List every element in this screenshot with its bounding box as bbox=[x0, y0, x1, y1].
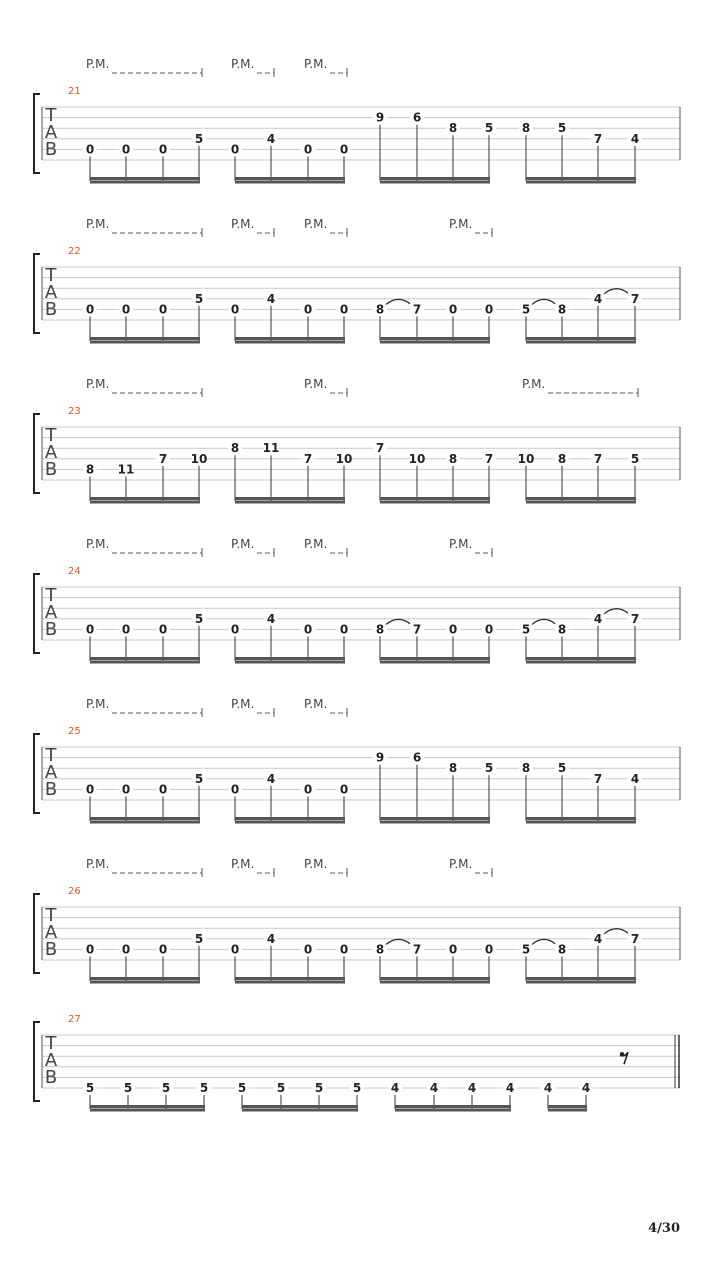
fret-number: 7 bbox=[593, 451, 603, 466]
system-bracket bbox=[34, 1022, 40, 1101]
fret-number: 4 bbox=[593, 931, 603, 946]
staff-system bbox=[34, 57, 680, 184]
fret-number: 5 bbox=[194, 931, 204, 946]
beam-primary bbox=[90, 177, 200, 180]
fret-number: 0 bbox=[484, 302, 494, 317]
fret-number: 5 bbox=[161, 1081, 171, 1095]
fret-number: 5 bbox=[352, 1081, 362, 1095]
fret-number: 4 bbox=[630, 131, 640, 146]
fret-number: 8 bbox=[557, 942, 567, 957]
fret-number: 4 bbox=[593, 291, 603, 306]
tab-clef-letter: B bbox=[44, 299, 58, 320]
beam-secondary bbox=[380, 501, 490, 504]
fret-number: 0 bbox=[121, 942, 131, 957]
beam-primary bbox=[380, 177, 490, 180]
fret-number: 4 bbox=[467, 1081, 477, 1095]
staff-system bbox=[34, 1014, 680, 1112]
beam-secondary bbox=[380, 181, 490, 184]
fret-number: 6 bbox=[412, 110, 422, 125]
fret-number: 11 bbox=[262, 441, 280, 456]
beam-secondary bbox=[380, 341, 490, 344]
fret-number: 0 bbox=[121, 302, 131, 317]
fret-number: 7 bbox=[630, 291, 640, 306]
beam-primary bbox=[526, 817, 636, 820]
palm-mute-label: P.M. bbox=[449, 857, 473, 871]
fret-number: 0 bbox=[230, 142, 240, 157]
tab-clef-letter: B bbox=[44, 459, 58, 480]
fret-number: 5 bbox=[314, 1081, 324, 1095]
fret-number: 8 bbox=[375, 302, 385, 317]
tab-clef-letter: T bbox=[45, 905, 57, 926]
fret-number: 0 bbox=[158, 142, 168, 157]
fret-number: 10 bbox=[190, 451, 208, 466]
fret-number: 5 bbox=[123, 1081, 133, 1095]
measure-number: 24 bbox=[68, 566, 81, 577]
fret-number: 0 bbox=[339, 942, 349, 957]
beam-primary bbox=[90, 977, 200, 980]
beam-primary bbox=[380, 817, 490, 820]
staff-system bbox=[34, 857, 680, 984]
beam-secondary bbox=[380, 981, 490, 984]
beam-secondary bbox=[526, 981, 636, 984]
tab-clef-letter: A bbox=[44, 442, 58, 463]
measure-number: 21 bbox=[68, 86, 81, 97]
fret-number: 0 bbox=[484, 942, 494, 957]
beam-primary bbox=[242, 1105, 358, 1108]
fret-number: 4 bbox=[390, 1081, 400, 1095]
palm-mute-label: P.M. bbox=[231, 217, 255, 231]
staff-system bbox=[34, 217, 680, 344]
fret-number: 11 bbox=[117, 462, 135, 477]
fret-number: 7 bbox=[593, 131, 603, 146]
fret-number: 5 bbox=[557, 121, 567, 136]
beam-secondary bbox=[235, 981, 345, 984]
fret-number: 7 bbox=[412, 622, 422, 637]
fret-number: 4 bbox=[429, 1081, 439, 1095]
fret-number: 0 bbox=[121, 782, 131, 797]
fret-number: 8 bbox=[230, 441, 240, 456]
beam-secondary bbox=[548, 1109, 587, 1112]
palm-mute-label: P.M. bbox=[304, 697, 328, 711]
fret-number: 5 bbox=[557, 761, 567, 776]
tab-clef-letter: B bbox=[44, 939, 58, 960]
tab-clef-letter: A bbox=[44, 762, 58, 783]
beam-primary bbox=[90, 497, 200, 500]
beam-primary bbox=[235, 177, 345, 180]
fret-number: 0 bbox=[230, 622, 240, 637]
palm-mute-label: P.M. bbox=[304, 57, 328, 71]
fret-number: 0 bbox=[303, 302, 313, 317]
beam-primary bbox=[380, 337, 490, 340]
fret-number: 8 bbox=[557, 451, 567, 466]
fret-number: 7 bbox=[412, 942, 422, 957]
fret-number: 8 bbox=[557, 622, 567, 637]
fret-number: 8 bbox=[375, 942, 385, 957]
fret-number: 5 bbox=[194, 611, 204, 626]
beam-secondary bbox=[242, 1109, 358, 1112]
beam-primary bbox=[235, 337, 345, 340]
palm-mute-label: P.M. bbox=[449, 537, 473, 551]
fret-number: 9 bbox=[375, 110, 385, 125]
slur bbox=[532, 939, 556, 944]
fret-number: 10 bbox=[335, 451, 353, 466]
fret-number: 7 bbox=[630, 931, 640, 946]
beam-secondary bbox=[90, 1109, 205, 1112]
beam-primary bbox=[548, 1105, 587, 1108]
fret-number: 5 bbox=[521, 302, 531, 317]
fret-number: 0 bbox=[303, 622, 313, 637]
fret-number: 5 bbox=[276, 1081, 286, 1095]
fret-number: 5 bbox=[194, 291, 204, 306]
tab-clef-letter: A bbox=[44, 1050, 58, 1071]
beam-secondary bbox=[90, 341, 200, 344]
beam-primary bbox=[526, 177, 636, 180]
slur bbox=[386, 619, 411, 624]
fret-number: 7 bbox=[630, 611, 640, 626]
fret-number: 0 bbox=[303, 942, 313, 957]
fret-number: 10 bbox=[408, 451, 426, 466]
beam-primary bbox=[235, 657, 345, 660]
beam-secondary bbox=[526, 341, 636, 344]
fret-number: 7 bbox=[375, 441, 385, 456]
fret-number: 5 bbox=[199, 1081, 209, 1095]
fret-number: 7 bbox=[303, 451, 313, 466]
fret-number: 0 bbox=[121, 622, 131, 637]
fret-number: 5 bbox=[194, 131, 204, 146]
beam-primary bbox=[526, 337, 636, 340]
palm-mute-label: P.M. bbox=[86, 217, 110, 231]
beam-secondary bbox=[235, 181, 345, 184]
fret-number: 0 bbox=[448, 302, 458, 317]
staff-system bbox=[34, 377, 680, 504]
measure-number: 25 bbox=[68, 726, 81, 737]
beam-primary bbox=[235, 977, 345, 980]
beam-secondary bbox=[90, 181, 200, 184]
fret-number: 4 bbox=[266, 611, 276, 626]
beam-primary bbox=[380, 977, 490, 980]
fret-number: 0 bbox=[303, 782, 313, 797]
palm-mute-label: P.M. bbox=[304, 217, 328, 231]
fret-number: 4 bbox=[593, 611, 603, 626]
beam-primary bbox=[380, 657, 490, 660]
tab-clef-letter: A bbox=[44, 922, 58, 943]
beam-secondary bbox=[526, 661, 636, 664]
palm-mute-label: P.M. bbox=[304, 377, 328, 391]
fret-number: 8 bbox=[557, 302, 567, 317]
slur bbox=[532, 299, 556, 304]
beam-secondary bbox=[380, 821, 490, 824]
fret-number: 5 bbox=[484, 761, 494, 776]
beam-secondary bbox=[526, 501, 636, 504]
palm-mute-label: P.M. bbox=[86, 57, 110, 71]
fret-number: 8 bbox=[448, 121, 458, 136]
beam-primary bbox=[90, 1105, 205, 1108]
fret-number: 9 bbox=[375, 750, 385, 765]
palm-mute-label: P.M. bbox=[522, 377, 546, 391]
fret-number: 0 bbox=[339, 622, 349, 637]
fret-number: 4 bbox=[543, 1081, 553, 1095]
fret-number: 5 bbox=[194, 771, 204, 786]
beam-secondary bbox=[526, 181, 636, 184]
fret-number: 5 bbox=[237, 1081, 247, 1095]
slur bbox=[386, 299, 411, 304]
beam-primary bbox=[90, 817, 200, 820]
beam-secondary bbox=[235, 661, 345, 664]
measure-number: 26 bbox=[68, 886, 81, 897]
fret-number: 8 bbox=[448, 451, 458, 466]
fret-number: 5 bbox=[521, 622, 531, 637]
slur bbox=[604, 289, 629, 294]
measure-number: 22 bbox=[68, 246, 81, 257]
beam-secondary bbox=[90, 501, 200, 504]
fret-number: 0 bbox=[85, 782, 95, 797]
tab-clef-letter: A bbox=[44, 602, 58, 623]
tab-clef-letter: A bbox=[44, 122, 58, 143]
fret-number: 4 bbox=[581, 1081, 591, 1095]
beam-secondary bbox=[90, 981, 200, 984]
tab-clef-letter: B bbox=[44, 779, 58, 800]
fret-number: 0 bbox=[230, 942, 240, 957]
fret-number: 5 bbox=[484, 121, 494, 136]
beam-secondary bbox=[395, 1109, 511, 1112]
fret-number: 0 bbox=[448, 942, 458, 957]
palm-mute-label: P.M. bbox=[304, 537, 328, 551]
tab-clef-letter: T bbox=[45, 265, 57, 286]
palm-mute-label: P.M. bbox=[449, 217, 473, 231]
fret-number: 0 bbox=[339, 782, 349, 797]
page-number: 4/30 bbox=[648, 1221, 680, 1236]
fret-number: 0 bbox=[85, 142, 95, 157]
beam-primary bbox=[395, 1105, 511, 1108]
beam-secondary bbox=[235, 821, 345, 824]
beam-primary bbox=[380, 497, 490, 500]
fret-number: 0 bbox=[158, 622, 168, 637]
beam-secondary bbox=[235, 501, 345, 504]
fret-number: 0 bbox=[121, 142, 131, 157]
beam-primary bbox=[526, 977, 636, 980]
tab-clef-letter: T bbox=[45, 745, 57, 766]
system-bracket bbox=[34, 894, 40, 973]
fret-number: 7 bbox=[484, 451, 494, 466]
fret-number: 8 bbox=[448, 761, 458, 776]
system-bracket bbox=[34, 414, 40, 493]
fret-number: 0 bbox=[158, 302, 168, 317]
fret-number: 0 bbox=[448, 622, 458, 637]
fret-number: 7 bbox=[412, 302, 422, 317]
slur bbox=[386, 939, 411, 944]
fret-number: 0 bbox=[339, 302, 349, 317]
fret-number: 4 bbox=[266, 931, 276, 946]
measure-number: 27 bbox=[68, 1014, 81, 1025]
beam-secondary bbox=[90, 821, 200, 824]
system-bracket bbox=[34, 94, 40, 173]
fret-number: 4 bbox=[266, 771, 276, 786]
tab-clef-letter: B bbox=[44, 619, 58, 640]
fret-number: 4 bbox=[266, 131, 276, 146]
beam-primary bbox=[526, 657, 636, 660]
beam-primary bbox=[235, 817, 345, 820]
palm-mute-label: P.M. bbox=[304, 857, 328, 871]
tab-clef-letter: T bbox=[45, 585, 57, 606]
fret-number: 0 bbox=[484, 622, 494, 637]
system-bracket bbox=[34, 734, 40, 813]
fret-number: 5 bbox=[630, 451, 640, 466]
fret-number: 4 bbox=[505, 1081, 515, 1095]
beam-primary bbox=[235, 497, 345, 500]
fret-number: 7 bbox=[593, 771, 603, 786]
beam-primary bbox=[90, 657, 200, 660]
fret-number: 0 bbox=[230, 302, 240, 317]
fret-number: 0 bbox=[85, 942, 95, 957]
palm-mute-label: P.M. bbox=[231, 697, 255, 711]
beam-secondary bbox=[380, 661, 490, 664]
fret-number: 0 bbox=[339, 142, 349, 157]
fret-number: 0 bbox=[85, 302, 95, 317]
fret-number: 0 bbox=[303, 142, 313, 157]
fret-number: 10 bbox=[517, 451, 535, 466]
fret-number: 8 bbox=[521, 761, 531, 776]
slur bbox=[604, 929, 629, 934]
fret-number: 0 bbox=[230, 782, 240, 797]
fret-number: 7 bbox=[158, 451, 168, 466]
fret-number: 4 bbox=[266, 291, 276, 306]
fret-number: 6 bbox=[412, 750, 422, 765]
tab-clef-letter: B bbox=[44, 139, 58, 160]
palm-mute-label: P.M. bbox=[86, 857, 110, 871]
fret-number: 0 bbox=[158, 782, 168, 797]
palm-mute-label: P.M. bbox=[231, 57, 255, 71]
fret-number: 8 bbox=[375, 622, 385, 637]
tab-clef-letter: T bbox=[45, 425, 57, 446]
system-bracket bbox=[34, 574, 40, 653]
palm-mute-label: P.M. bbox=[86, 377, 110, 391]
measure-number: 23 bbox=[68, 406, 81, 417]
fret-number: 0 bbox=[85, 622, 95, 637]
fret-number: 4 bbox=[630, 771, 640, 786]
fret-number: 5 bbox=[521, 942, 531, 957]
beam-primary bbox=[526, 497, 636, 500]
system-bracket bbox=[34, 254, 40, 333]
fret-number: 0 bbox=[158, 942, 168, 957]
staff-system bbox=[34, 697, 680, 824]
slur bbox=[532, 619, 556, 624]
tab-clef-letter: A bbox=[44, 282, 58, 303]
fret-number: 8 bbox=[85, 462, 95, 477]
palm-mute-label: P.M. bbox=[86, 537, 110, 551]
beam-secondary bbox=[526, 821, 636, 824]
palm-mute-label: P.M. bbox=[231, 537, 255, 551]
fret-number: 8 bbox=[521, 121, 531, 136]
beam-secondary bbox=[235, 341, 345, 344]
beam-primary bbox=[90, 337, 200, 340]
tab-clef-letter: B bbox=[44, 1067, 58, 1088]
slur bbox=[604, 609, 629, 614]
palm-mute-label: P.M. bbox=[231, 857, 255, 871]
staff-system bbox=[34, 537, 680, 664]
tab-clef-letter: T bbox=[45, 1033, 57, 1054]
tab-clef-letter: T bbox=[45, 105, 57, 126]
beam-secondary bbox=[90, 661, 200, 664]
fret-number: 5 bbox=[85, 1081, 95, 1095]
palm-mute-label: P.M. bbox=[86, 697, 110, 711]
